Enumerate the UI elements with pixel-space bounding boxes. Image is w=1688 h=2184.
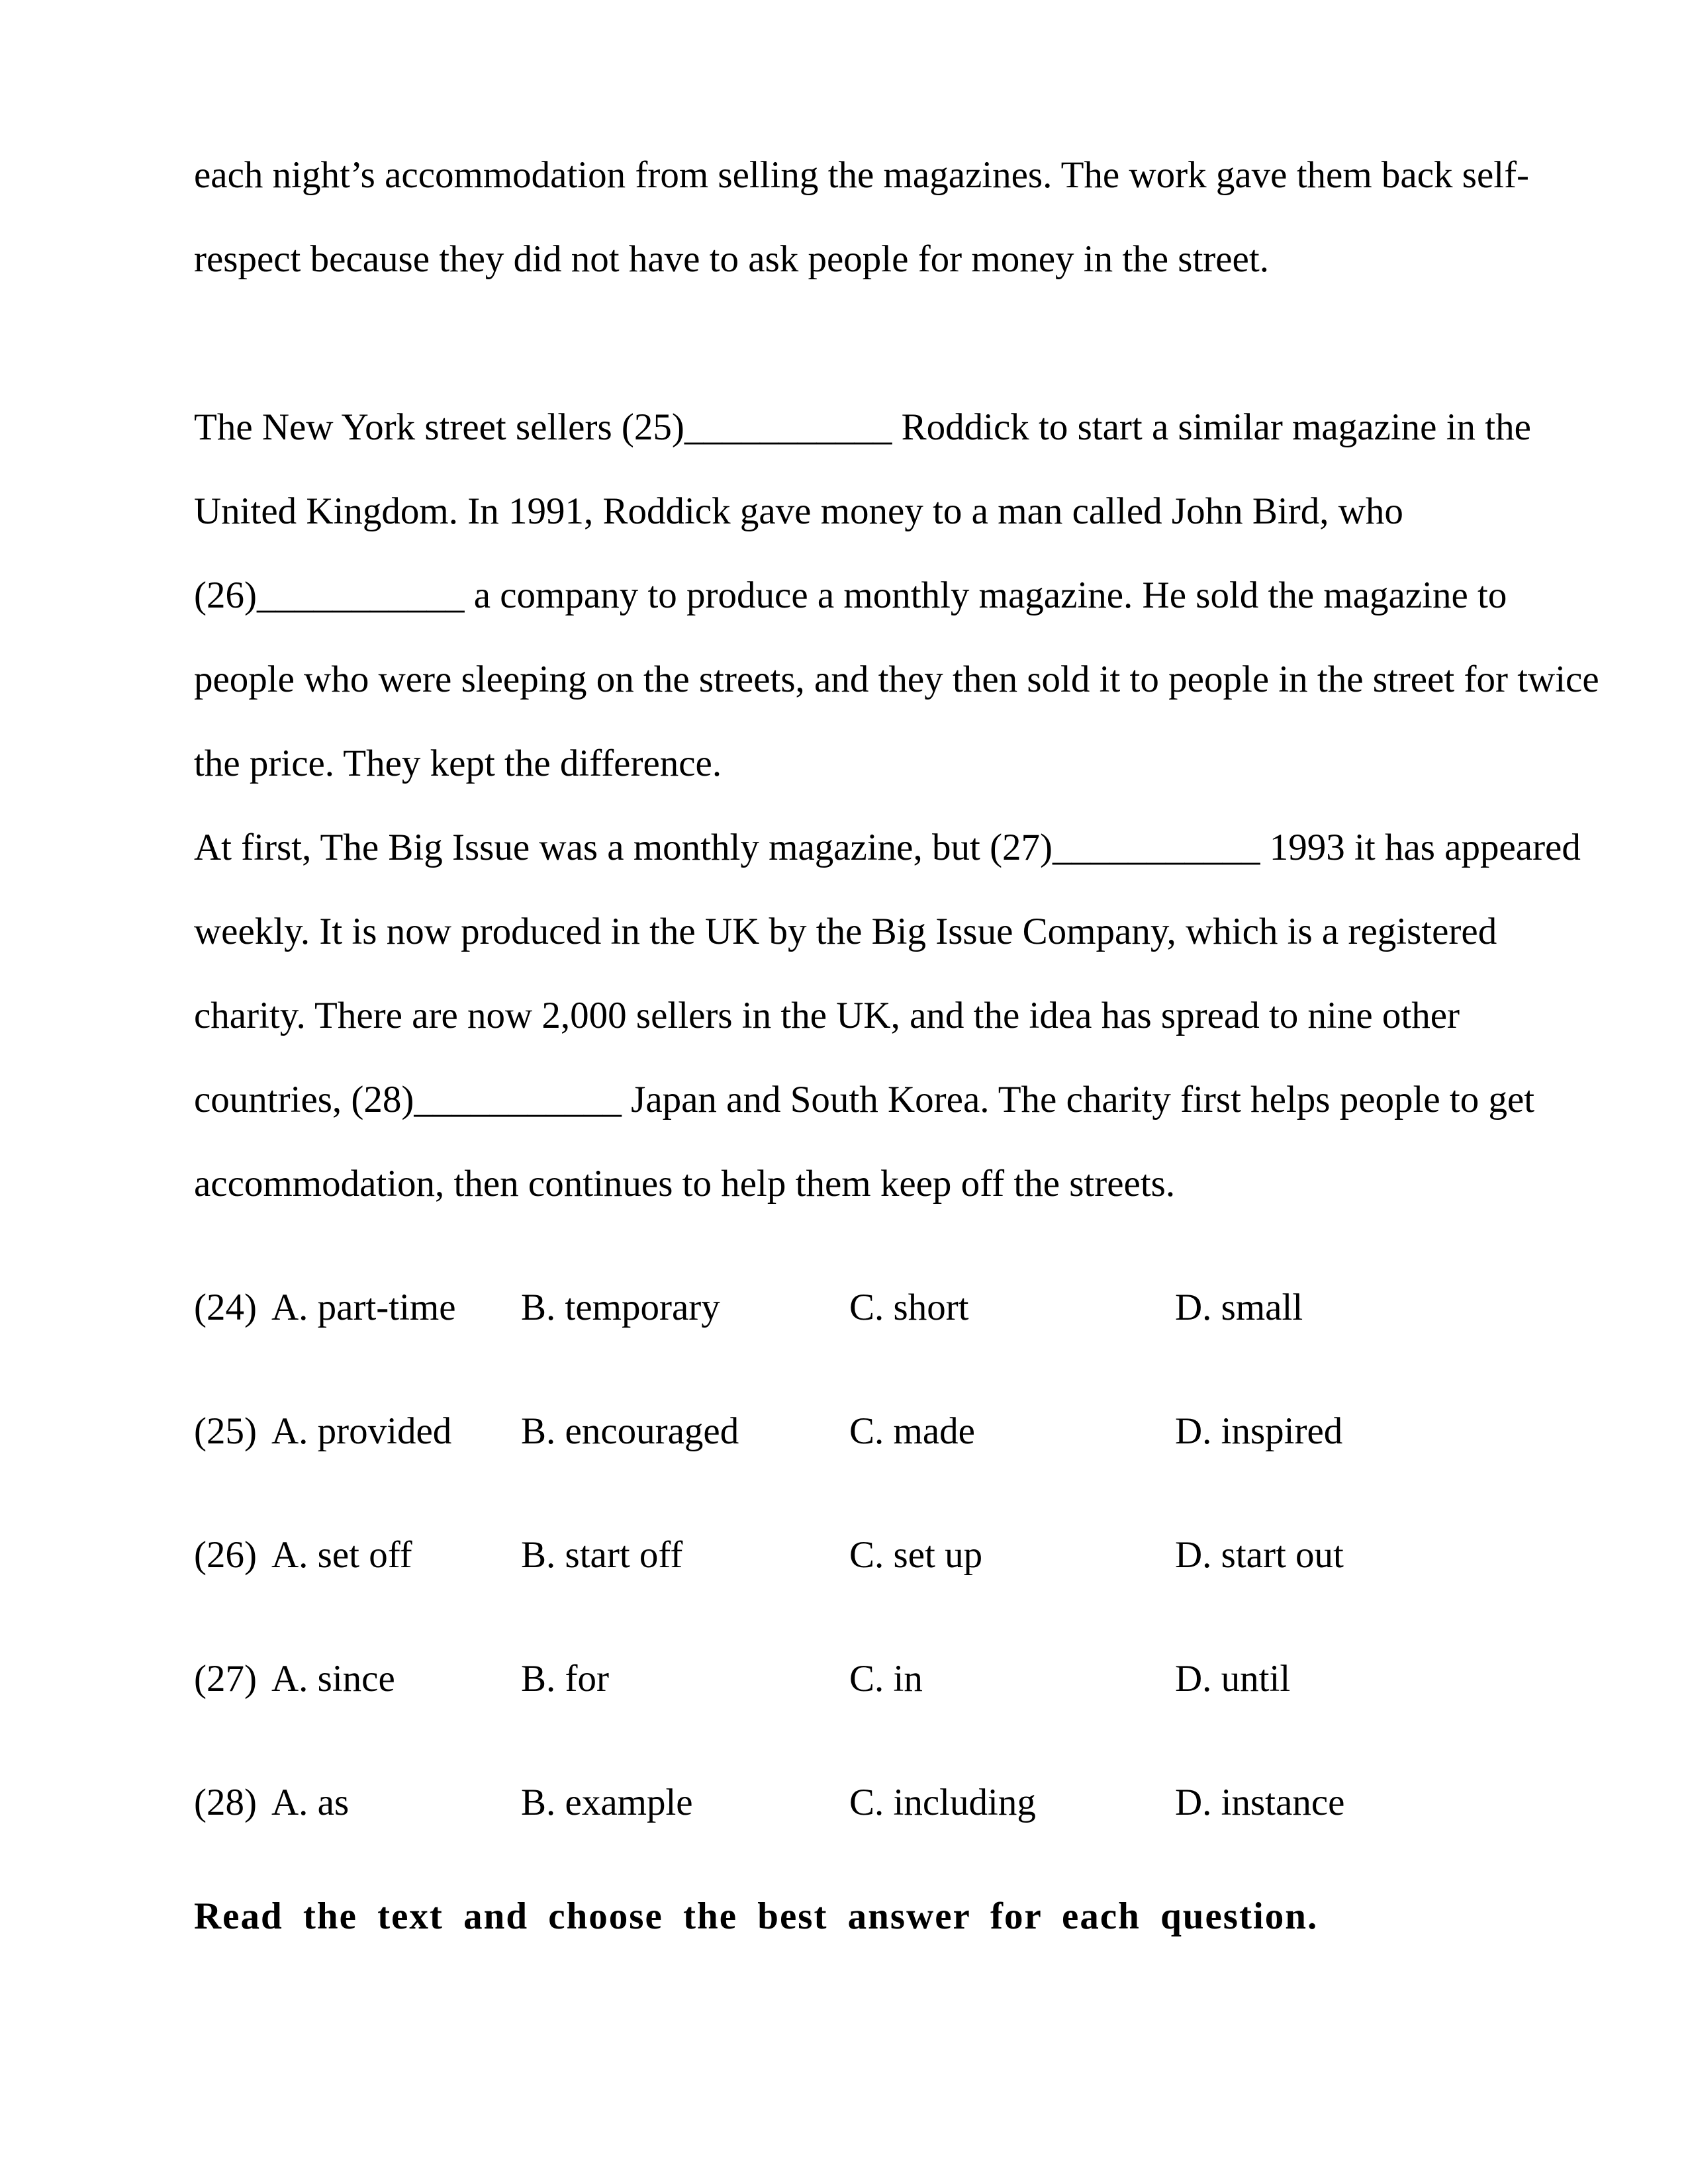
question-25-cell-a <box>194 1389 451 1473</box>
option-a: A. part-time <box>271 1287 456 1328</box>
option-b: B. encouraged <box>521 1410 739 1452</box>
text-line: At first, The Big Issue was a monthly magazine, but (27)___________ 1993 it has appeared <box>194 827 1581 868</box>
option-c: C. short <box>849 1287 969 1328</box>
option-b: B. for <box>521 1658 609 1700</box>
option-c: C. including <box>849 1782 1036 1823</box>
option-d: D. small <box>1175 1287 1303 1328</box>
question-27-cell-a <box>194 1637 395 1721</box>
option-d: D. inspired <box>1175 1410 1343 1452</box>
option-c: C. made <box>849 1410 975 1452</box>
text-line: the price. They kept the difference. <box>194 743 722 784</box>
question-number: (28) <box>194 1782 257 1823</box>
text-line: (26)___________ a company to produce a monthly magazine. He sold the magazine to <box>194 574 1507 616</box>
question-number: (26) <box>194 1534 257 1576</box>
text-line: accommodation, then continues to help them keep off the streets. <box>194 1163 1176 1205</box>
text-line: United Kingdom. In 1991, Roddick gave money to a man called John Bird, who <box>194 490 1403 532</box>
text-block <box>194 0 1637 1958</box>
question-number: (27) <box>194 1658 257 1700</box>
paragraph-3 <box>194 805 1637 1226</box>
text-line: countries, (28)___________ Japan and South Korea. The charity first helps people to get <box>194 1079 1535 1120</box>
option-d: D. instance <box>1175 1782 1345 1823</box>
question-number: (24) <box>194 1287 257 1328</box>
question-row-24 <box>194 1265 1637 1349</box>
question-24-cell-a <box>194 1265 456 1349</box>
text-line: people who were sleeping on the streets, and they then sold it to people in the street for twice <box>194 659 1599 700</box>
option-d: D. start out <box>1175 1534 1344 1576</box>
question-row-27 <box>194 1637 1637 1721</box>
text-line: weekly. It is now produced in the UK by the Big Issue Company, which is a registered <box>194 911 1497 952</box>
question-options-block <box>194 1265 1637 1844</box>
question-26-cell-a <box>194 1513 412 1597</box>
text-line: charity. There are now 2,000 sellers in the UK, and the idea has spread to nine other <box>194 995 1460 1036</box>
option-a: A. since <box>271 1658 395 1700</box>
text-line: each night’s accommodation from selling the magazines. The work gave them back self- <box>194 154 1530 196</box>
option-c: C. in <box>849 1658 923 1700</box>
option-b: B. example <box>521 1782 693 1823</box>
paragraph-1 <box>194 133 1637 301</box>
section-instruction-heading: Read the text and choose the best answer for each question. <box>194 1895 1319 1937</box>
question-number: (25) <box>194 1410 257 1452</box>
option-b: B. temporary <box>521 1287 720 1328</box>
text-line: respect because they did not have to ask people for money in the street. <box>194 238 1269 280</box>
question-row-28 <box>194 1760 1637 1844</box>
question-row-25 <box>194 1389 1637 1473</box>
option-d: D. until <box>1175 1658 1291 1700</box>
question-28-cell-a <box>194 1760 349 1844</box>
question-row-26 <box>194 1513 1637 1597</box>
option-a: A. set off <box>271 1534 412 1576</box>
option-a: A. as <box>271 1782 350 1823</box>
option-a: A. provided <box>271 1410 452 1452</box>
option-b: B. start off <box>521 1534 683 1576</box>
option-c: C. set up <box>849 1534 983 1576</box>
paragraph-2 <box>194 385 1637 805</box>
text-line: The New York street sellers (25)___________ Roddick to start a similar magazine in the <box>194 406 1531 448</box>
